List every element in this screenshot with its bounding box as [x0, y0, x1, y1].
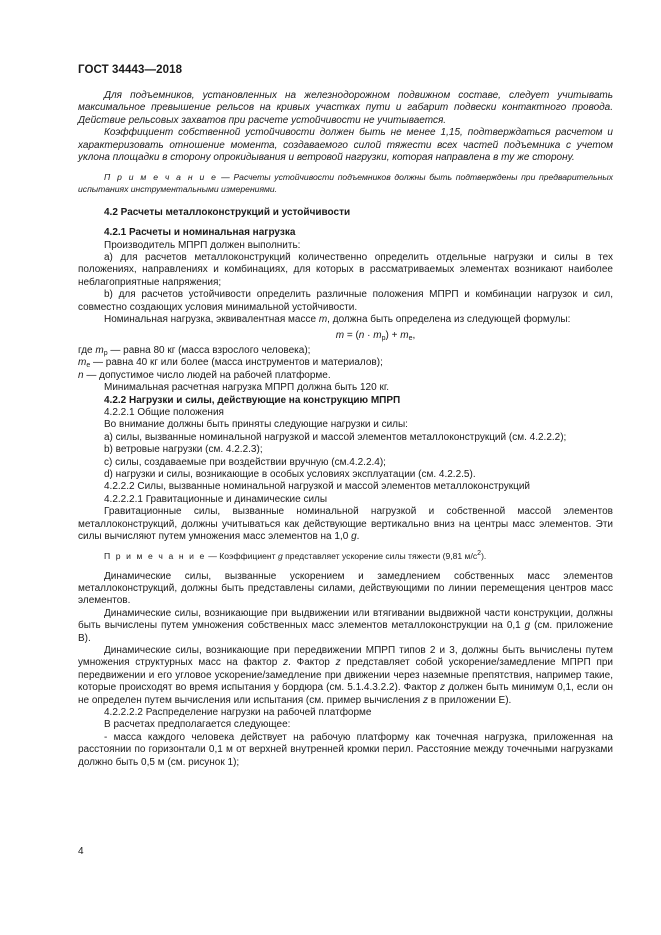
assumption-dash-1: - масса каждого человека действует на рабочую платформу как точечная нагрузка, приложенная на расстоянии по горизонтали 0,1 м от верхней внутренней кромки перил. Расстояние между точечными нагрузками должно быть 0,5 м (см. рисунок 1);: [78, 731, 613, 768]
section-4-2-2-title: 4.2.2 Нагрузки и силы, действующие на конструкцию МПРП: [104, 394, 401, 406]
where-line-3: n — допустимое число людей на рабочей платформе.: [78, 369, 331, 381]
intro-paragraph-2: Коэффициент собственной устойчивости должен быть не менее 1,15, подтверждаться расчетом и характеризовать отношение момента, создаваемого силой тяжести всех частей подъемника с учетом уклона площадки в сторону опрокидывания и ветровой нагрузки, которая направлена в ту же сторону.: [78, 127, 613, 164]
gravitational-forces: Гравитационные силы, вызванные номинальной нагрузкой и собственной массой элементов металлоконструкций, должны учитываться как действующие вертикально вниз на центры масс элементов. Эти силы вычисляют путем умножения масс элементов на 1,0 g.: [78, 506, 613, 542]
intro-note: [78, 172, 613, 194]
document-body: [78, 90, 613, 769]
section-4-2-2-2-1-title: 4.2.2.2.1 Гравитационные и динамические силы: [104, 493, 328, 505]
load-item-d: d) нагрузки и силы, возникающие в особых условиях эксплуатации (см. 4.2.2.5).: [104, 468, 476, 480]
section-4-2-1-title: 4.2.1 Расчеты и номинальная нагрузка: [104, 227, 296, 239]
load-item-b: b) ветровые нагрузки (см. 4.2.2.3);: [104, 444, 263, 456]
standard-header: ГОСТ 34443—2018: [78, 64, 183, 76]
gravity-note: П р и м е ч а н и е — Коэффициент g представляет ускорение силы тяжести (9,81 $м/с^2$).: [104, 550, 487, 562]
load-item-c: с) силы, создаваемые при воздействии вручную (см.4.2.2.4);: [104, 456, 386, 468]
section-4-2-2-2-title: 4.2.2.2 Силы, вызванные номинальной нагрузкой и массой элементов металлоконструкций: [104, 481, 531, 493]
nominal-load-formula: $m = (n \cdot m_p) + m_e$,: [335, 329, 416, 342]
section-4-2-title: 4.2 Расчеты металлоконструкций и устойчивости: [104, 206, 351, 218]
manufacturer-duties: Производитель МПРП должен выполнить:: [104, 239, 301, 251]
note-label: П р и м е ч а н и е: [104, 172, 218, 183]
intro-paragraph-1: Для подъемников, установленных на железнодорожном подвижном составе, следует учитывать максимальное превышение рельсов на кривых участках пути и габарит подвески контактного провода. Действие рельсовых захватов при расчете устойчивости не учитывается.: [78, 90, 613, 126]
dynamic-forces-3: Динамические силы, возникающие при передвижении МПРП типов 2 и 3, должны быть вычислены путем умножения структурных масс на фактор z. Фактор z представляет собой ускорение/замедление МПРП при передвижении и его угловое ускорение/замедление при движении через наземные препятствия, например такие, которые происходят во время испытания у бордюра (см. 5.1.4.3.2.2). Фактор z должен быть минимум 0,1, если он не определен путем вычисления или испытания (см. пример вычисления z в приложении Е).: [78, 645, 614, 706]
section-4-2-2-2-2-title: 4.2.2.2.2 Распределение нагрузки на рабочей платформе: [104, 707, 372, 719]
section-4-2-2-1-title: 4.2.2.1 Общие положения: [104, 406, 224, 418]
where-line-1: где $m_p$ — равна 80 кг (масса взрослого человека);: [78, 344, 311, 357]
dynamic-forces-1: Динамические силы, вызванные ускорением и замедлением собственных масс элементов металлоконструкций, должны быть представлены силами, действующими по линии перемещения центров масс элементов.: [78, 570, 613, 607]
assumptions-intro: В расчетах предполагается следующее:: [104, 719, 291, 731]
loads-intro: Во внимание должны быть приняты следующие нагрузки и силы:: [104, 419, 408, 431]
load-item-a: а) силы, вызванные номинальной нагрузкой и массой элементов металлоконструкций (см. 4.2.2.2);: [104, 431, 567, 443]
duty-b: b) для расчетов устойчивости определить различные положения МПРП и комбинации нагрузок и сил, совместно создающих условия минимальной устойчивости.: [78, 289, 613, 313]
min-load: Минимальная расчетная нагрузка МПРП должна быть 120 кг.: [104, 382, 390, 394]
where-line-2: $m_e$ — равна 40 кг или более (масса инструментов и материалов);: [78, 357, 383, 370]
duty-a: а) для расчетов металлоконструкций количественно определить отдельные нагрузки и силы в тех положениях, направлениях и комбинациях, для которых в рассматриваемых элементах возникают наиболее неблагоприятные напряжения;: [78, 252, 613, 288]
note-text: — Расчеты устойчивости подъемников должны быть подтверждены при предварительных испытаниях инструментальными измерениями.: [78, 172, 613, 194]
page-number: 4: [78, 846, 84, 857]
dynamic-forces-2: Динамические силы, возникающие при выдвижении или втягивании выдвижной части конструкции, должны быть вычислены путем умножения собственных масс элементов металлоконструкции на 0,1 g (см. приложение В).: [78, 607, 614, 644]
nominal-load-text: Номинальная нагрузка, эквивалентная массе m, должна быть определена из следующей формулы:: [104, 314, 571, 326]
